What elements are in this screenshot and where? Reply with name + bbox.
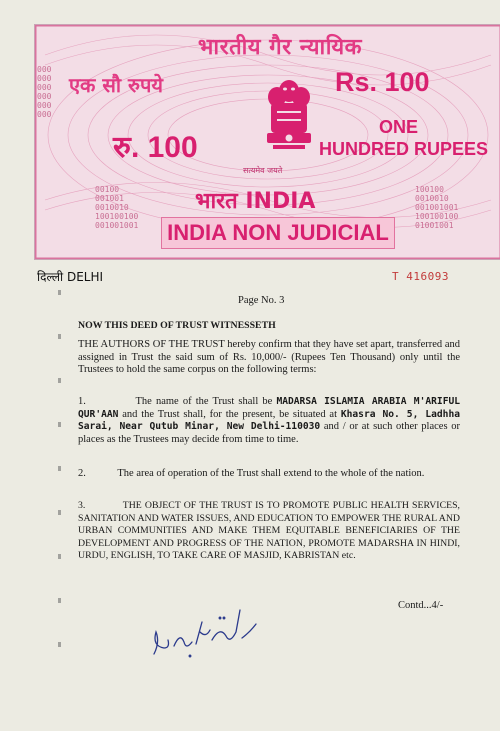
handwritten-signature xyxy=(150,602,260,666)
stamp-amount-words-1: ONE xyxy=(379,117,419,137)
stamp-side-microtext: 000000000000000000 xyxy=(37,65,52,119)
stamp-hindi-title: भारतीय गैर न्यायिक xyxy=(197,35,363,60)
clause-text: and / or at such other places or places as the Trustees may decide from time to time. xyxy=(78,421,460,445)
trust-address: Khasra No. 5, Ladhha Sarai, Near Qutub Minar, New Delhi-110030 xyxy=(78,408,460,432)
clause-number: 2. xyxy=(78,468,86,479)
stamp-binary-right: 100100 0010010 001001001 100100100 01001001 xyxy=(415,185,459,230)
page-number: Page No. 3 xyxy=(238,295,285,306)
binding-holes xyxy=(58,290,62,650)
paragraph-intro: THE AUTHORS OF THE TRUST hereby confirm that they have set apart, transferred and assigned in Trust the said sum of Rs. 10,000/- (Rupees Ten Thousand) only until the Trustees to hold the same corpus on the following terms: xyxy=(78,339,460,375)
clause-number: 3. xyxy=(78,500,86,511)
stamp-serial-number: T 416093 xyxy=(392,270,449,283)
stamp-rs-amount: Rs. 100 xyxy=(335,67,430,97)
stamp-amount-words-2: HUNDRED RUPEES xyxy=(319,139,489,159)
ashoka-emblem-icon xyxy=(263,77,315,163)
paragraph-area xyxy=(78,468,460,481)
clause-number: 1. xyxy=(78,396,86,407)
clause-text: The name of the Trust shall be xyxy=(135,396,277,407)
stamp-bharat-india: भारत INDIA xyxy=(195,189,316,214)
stamp-hindi-amount: एक सौ रुपये xyxy=(69,73,163,97)
clause-text: The area of operation of the Trust shall extend to the whole of the nation. xyxy=(117,468,425,479)
paragraph-trust-name xyxy=(78,396,460,446)
paragraph-object xyxy=(78,500,460,563)
stamp-non-judicial-label: INDIA NON JUDICIAL xyxy=(161,217,395,249)
stamp-binary-left: 00100 001001 0010010 100100100 001001001 xyxy=(95,185,139,230)
stamp-paper xyxy=(34,24,500,260)
city-label: दिल्ली DELHI xyxy=(37,270,104,284)
deed-heading: NOW THIS DEED OF TRUST WITNESSETH xyxy=(78,320,276,331)
stamp-rupee-amount: रु. 100 xyxy=(113,131,198,164)
clause-text: THE OBJECT OF THE TRUST IS TO PROMOTE PUBLIC HEALTH SERVICES, SANITATION AND WATER ISSUES, AND EDUCATION TO EMPOWER THE RURAL AND URBAN COMMUNITIES AND MAKE THEM EQUITABLE BENEFICIARIES OF THE DEVELOPMENT AND PROGRESS OF THE NATION, PROMOTE MADARSHA IN HINDI, URDU, ENGLISH, TO TAKE CARE OF MASJID, KABRISTAN etc. xyxy=(78,500,460,561)
stamp-motto: सत्यमेव जयते xyxy=(243,166,283,175)
clause-text: and the Trust shall, for the present, be situated at xyxy=(118,408,341,420)
continued-label: Contd...4/- xyxy=(398,600,444,611)
trust-name: MADARSA ISLAMIA ARABIA M'ARIFUL QUR'AAN xyxy=(78,396,461,420)
